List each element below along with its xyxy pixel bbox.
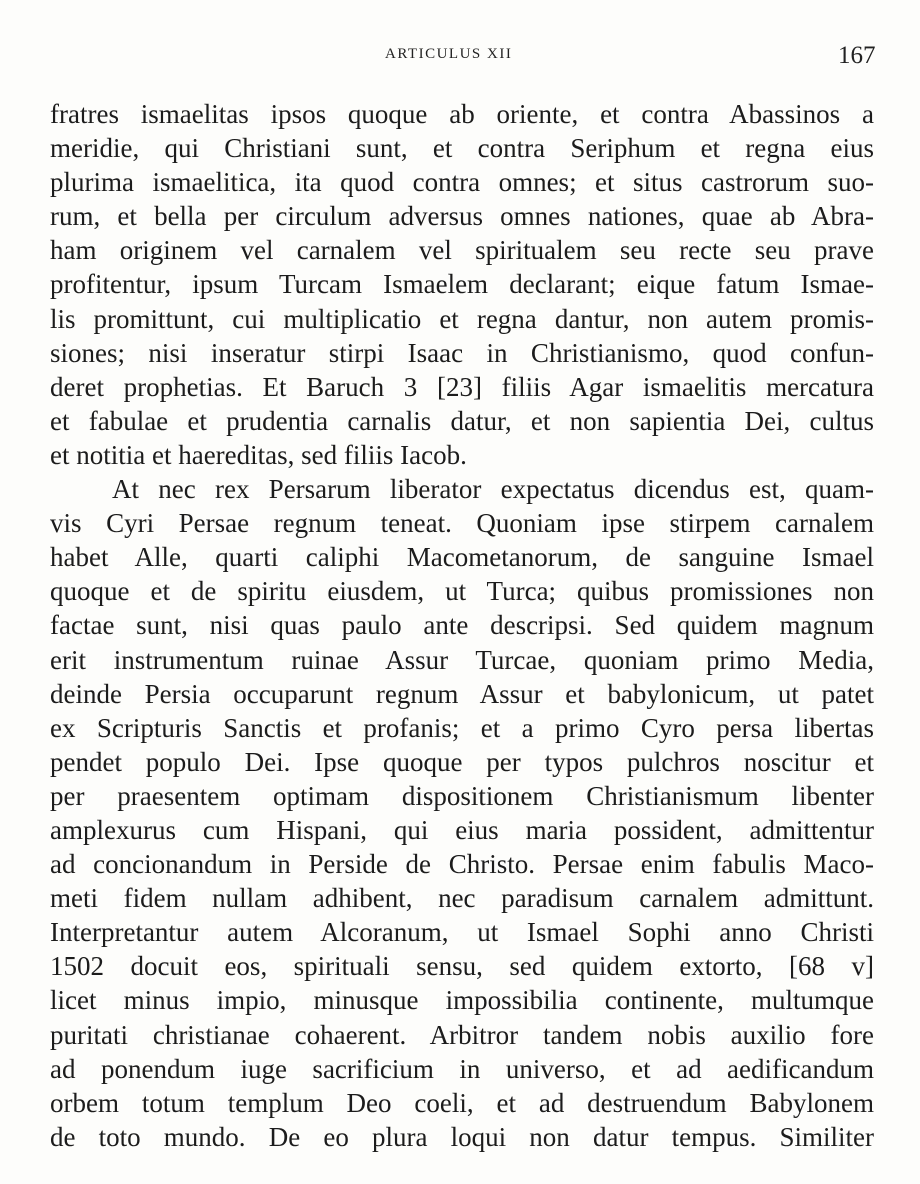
running-title: ARTICULUS XII bbox=[385, 46, 513, 62]
text-line: amplexurus cum Hispani, qui eius maria possident, admittentur bbox=[50, 814, 874, 845]
text-line: meridie, qui Christiani sunt, et contra Seriphum et regna eius bbox=[50, 133, 874, 164]
text-line: per praesentem optimam dispositionem Christianismum libenter bbox=[50, 780, 874, 811]
text-line: plurima ismaelitica, ita quod contra omnes; et situs castrorum suo- bbox=[50, 167, 874, 198]
text-line: ad concionandum in Perside de Christo. Persae enim fabulis Maco- bbox=[50, 849, 874, 880]
text-line: siones; nisi inseratur stirpi Isaac in Christianismo, quod confun- bbox=[50, 337, 874, 368]
text-line: rum, et bella per circulum adversus omnes nationes, quae ab Abra- bbox=[50, 201, 874, 232]
text-line: fratres ismaelitas ipsos quoque ab oriente, et contra Abassinos a bbox=[50, 99, 874, 129]
text-line: de toto mundo. De eo plura loqui non datur tempus. Similiter bbox=[50, 1121, 874, 1152]
text-line: ad ponendum iuge sacrificium in universo, et ad aedificandum bbox=[50, 1053, 874, 1084]
text-line: quoque et de spiritu eiusdem, ut Turca; quibus promissiones non bbox=[50, 576, 874, 607]
text-line: pendet populo Dei. Ipse quoque per typos pulchros noscitur et bbox=[50, 746, 874, 777]
page-number: 167 bbox=[838, 42, 876, 69]
text-line: deinde Persia occuparunt regnum Assur et babylonicum, ut patet bbox=[50, 678, 874, 709]
paragraph-end-line: et notitia et haereditas, sed filiis Iacob. bbox=[50, 439, 467, 470]
text-line: 1502 docuit eos, spirituali sensu, sed quidem extorto, [68 v] bbox=[50, 951, 874, 982]
text-line: profitentur, ipsum Turcam Ismaelem declarant; eique fatum Ismae- bbox=[50, 269, 874, 300]
text-line: ex Scripturis Sanctis et profanis; et a primo Cyro persa libertas bbox=[50, 712, 874, 743]
running-head bbox=[0, 44, 920, 74]
text-line: ham originem vel carnalem vel spiritualem seu recte seu prave bbox=[50, 235, 874, 266]
text-line: erit instrumentum ruinae Assur Turcae, quoniam primo Media, bbox=[50, 644, 874, 675]
text-line: meti fidem nullam adhibent, nec paradisum carnalem admittunt. bbox=[50, 883, 874, 914]
text-line: lis promittunt, cui multiplicatio et regna dantur, non autem promis- bbox=[50, 303, 874, 334]
text-line: vis Cyri Persae regnum teneat. Quoniam ipse stirpem carnalem bbox=[50, 508, 874, 539]
text-line: habet Alle, quarti caliphi Macometanorum, de sanguine Ismael bbox=[50, 542, 874, 573]
text-line: deret prophetias. Et Baruch 3 [23] filiis Agar ismaelitis mercatura bbox=[50, 371, 874, 402]
paragraph-start-line: At nec rex Persarum liberator expectatus dicendus est, quam- bbox=[112, 474, 874, 505]
text-line: factae sunt, nisi quas paulo ante descripsi. Sed quidem magnum bbox=[50, 610, 874, 641]
text-line: Interpretantur autem Alcoranum, ut Ismael Sophi anno Christi bbox=[50, 917, 874, 948]
text-line: et fabulae et prudentia carnalis datur, et non sapientia Dei, cultus bbox=[50, 405, 874, 436]
text-line: puritati christianae cohaerent. Arbitror tandem nobis auxilio fore bbox=[50, 1019, 874, 1050]
body-text bbox=[50, 97, 874, 1154]
text-line: orbem totum templum Deo coeli, et ad destruendum Babylonem bbox=[50, 1087, 874, 1118]
text-line: licet minus impio, minusque impossibilia continente, multumque bbox=[50, 985, 874, 1016]
